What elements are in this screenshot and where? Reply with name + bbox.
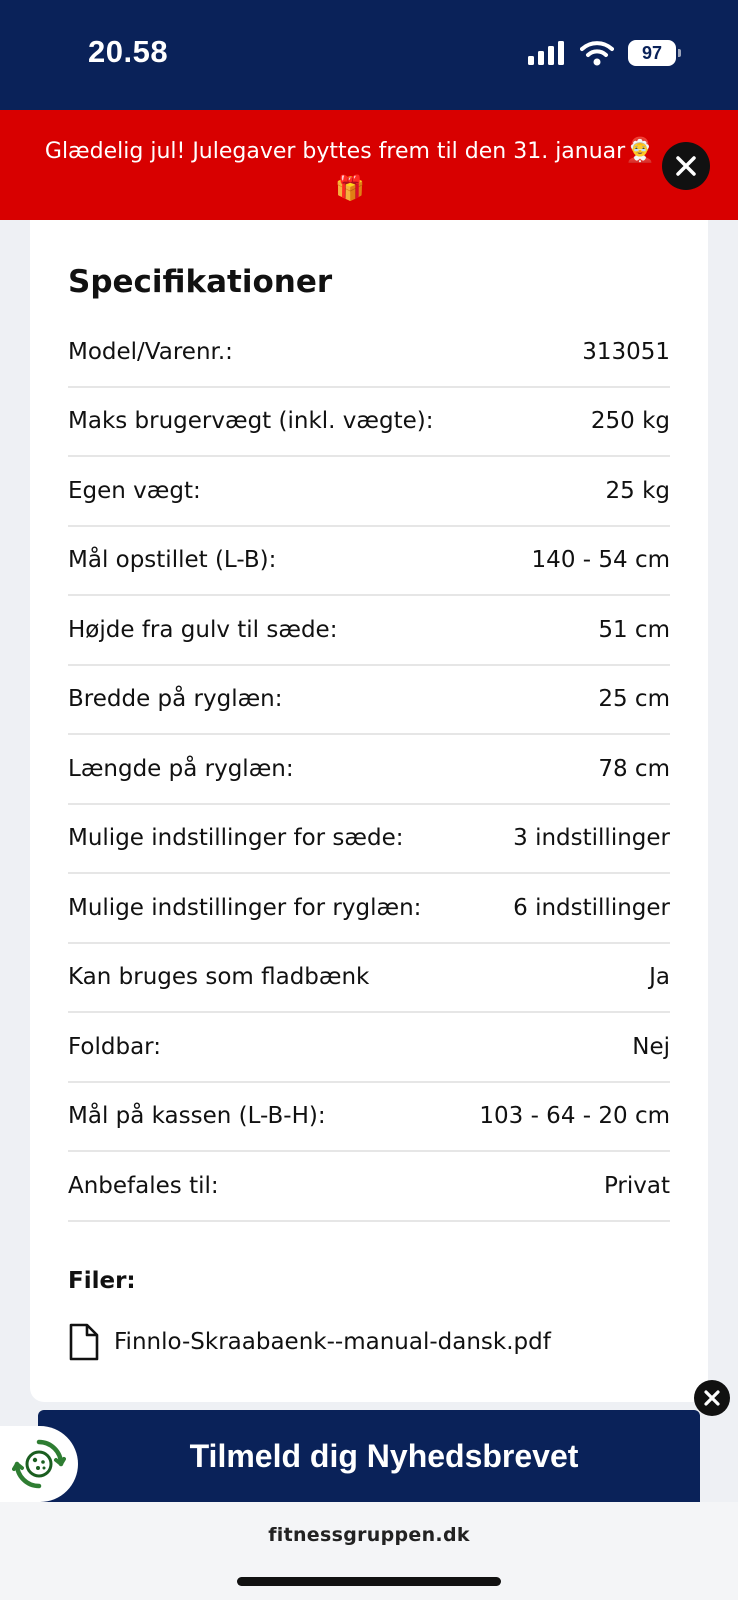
newsletter-close-button[interactable] [694,1380,730,1416]
spec-value: 6 indstillinger [513,894,670,921]
spec-value: Nej [632,1033,670,1060]
spec-label: Højde fra gulv til sæde: [68,616,338,643]
spec-value: 78 cm [598,755,670,782]
spec-label: Mulige indstillinger for ryglæn: [68,894,422,921]
spec-value: 250 kg [590,408,670,435]
santa-emoji: 🤶 [625,136,656,164]
spec-row [68,874,670,944]
spec-row [68,735,670,805]
spec-row [68,388,670,458]
spec-value: 103 - 64 - 20 cm [479,1103,670,1130]
spec-value: Privat [603,1172,670,1199]
spec-row [68,805,670,875]
spec-value: 3 indstillinger [513,825,670,852]
gift-emoji: 🎁 [335,174,365,202]
newsletter-label: Tilmeld dig Nyhedsbrevet [189,1437,579,1474]
signal-icon [528,41,566,65]
spec-label: Mål opstillet (L-B): [68,547,277,574]
file-name: Finnlo-Skraabaenk--manual-dansk.pdf [114,1329,551,1355]
spec-row [68,666,670,736]
spec-value: 25 cm [598,686,670,713]
spec-label: Længde på ryglæn: [68,755,294,782]
spec-row [68,318,670,388]
spec-row [68,457,670,527]
document-icon [68,1322,100,1362]
status-time: 20.58 [88,34,169,69]
spec-value: Ja [649,964,670,991]
browser-url-bar [0,1502,738,1600]
spec-label: Maks brugervægt (inkl. vægte): [68,408,434,435]
close-icon [675,155,697,177]
specifications-card [30,220,708,1402]
spec-row [68,596,670,666]
spec-label: Kan bruges som fladbænk [68,964,370,991]
spec-row [68,1152,670,1222]
spec-value: 51 cm [598,616,670,643]
battery-icon [628,40,676,66]
page-title: Specifikationer [68,264,333,300]
status-bar [0,0,738,110]
promo-text [20,132,680,208]
promo-banner [0,110,738,220]
spec-value: 140 - 54 cm [531,547,670,574]
spec-row [68,1013,670,1083]
battery-level: 97 [641,42,663,63]
spec-label: Foldbar: [68,1033,161,1060]
spec-value: 25 kg [605,477,670,504]
newsletter-signup-button[interactable] [38,1410,700,1502]
close-icon [703,1389,721,1407]
spec-table [68,318,670,1222]
url-text[interactable]: fitnessgruppen.dk [268,1524,470,1546]
cookie-settings-icon [12,1437,66,1491]
spec-label: Bredde på ryglæn: [68,686,283,713]
spec-label: Anbefales til: [68,1172,219,1199]
promo-message: Glædelig jul! Julegaver byttes frem til den 31. januar [44,139,626,164]
wifi-icon [580,40,614,66]
manual-pdf-link[interactable] [68,1322,551,1362]
spec-row [68,944,670,1014]
spec-row [68,1083,670,1153]
cookie-settings-button[interactable] [0,1426,78,1502]
spec-label: Model/Varenr.: [68,338,233,365]
spec-label: Mulige indstillinger for sæde: [68,825,404,852]
spec-value: 313051 [582,338,670,365]
spec-label: Mål på kassen (L-B-H): [68,1103,326,1130]
status-icons [528,40,676,66]
spec-row [68,527,670,597]
files-heading: Filer: [68,1268,136,1294]
home-indicator[interactable] [237,1577,501,1586]
spec-label: Egen vægt: [68,477,201,504]
promo-close-button[interactable] [662,142,710,190]
